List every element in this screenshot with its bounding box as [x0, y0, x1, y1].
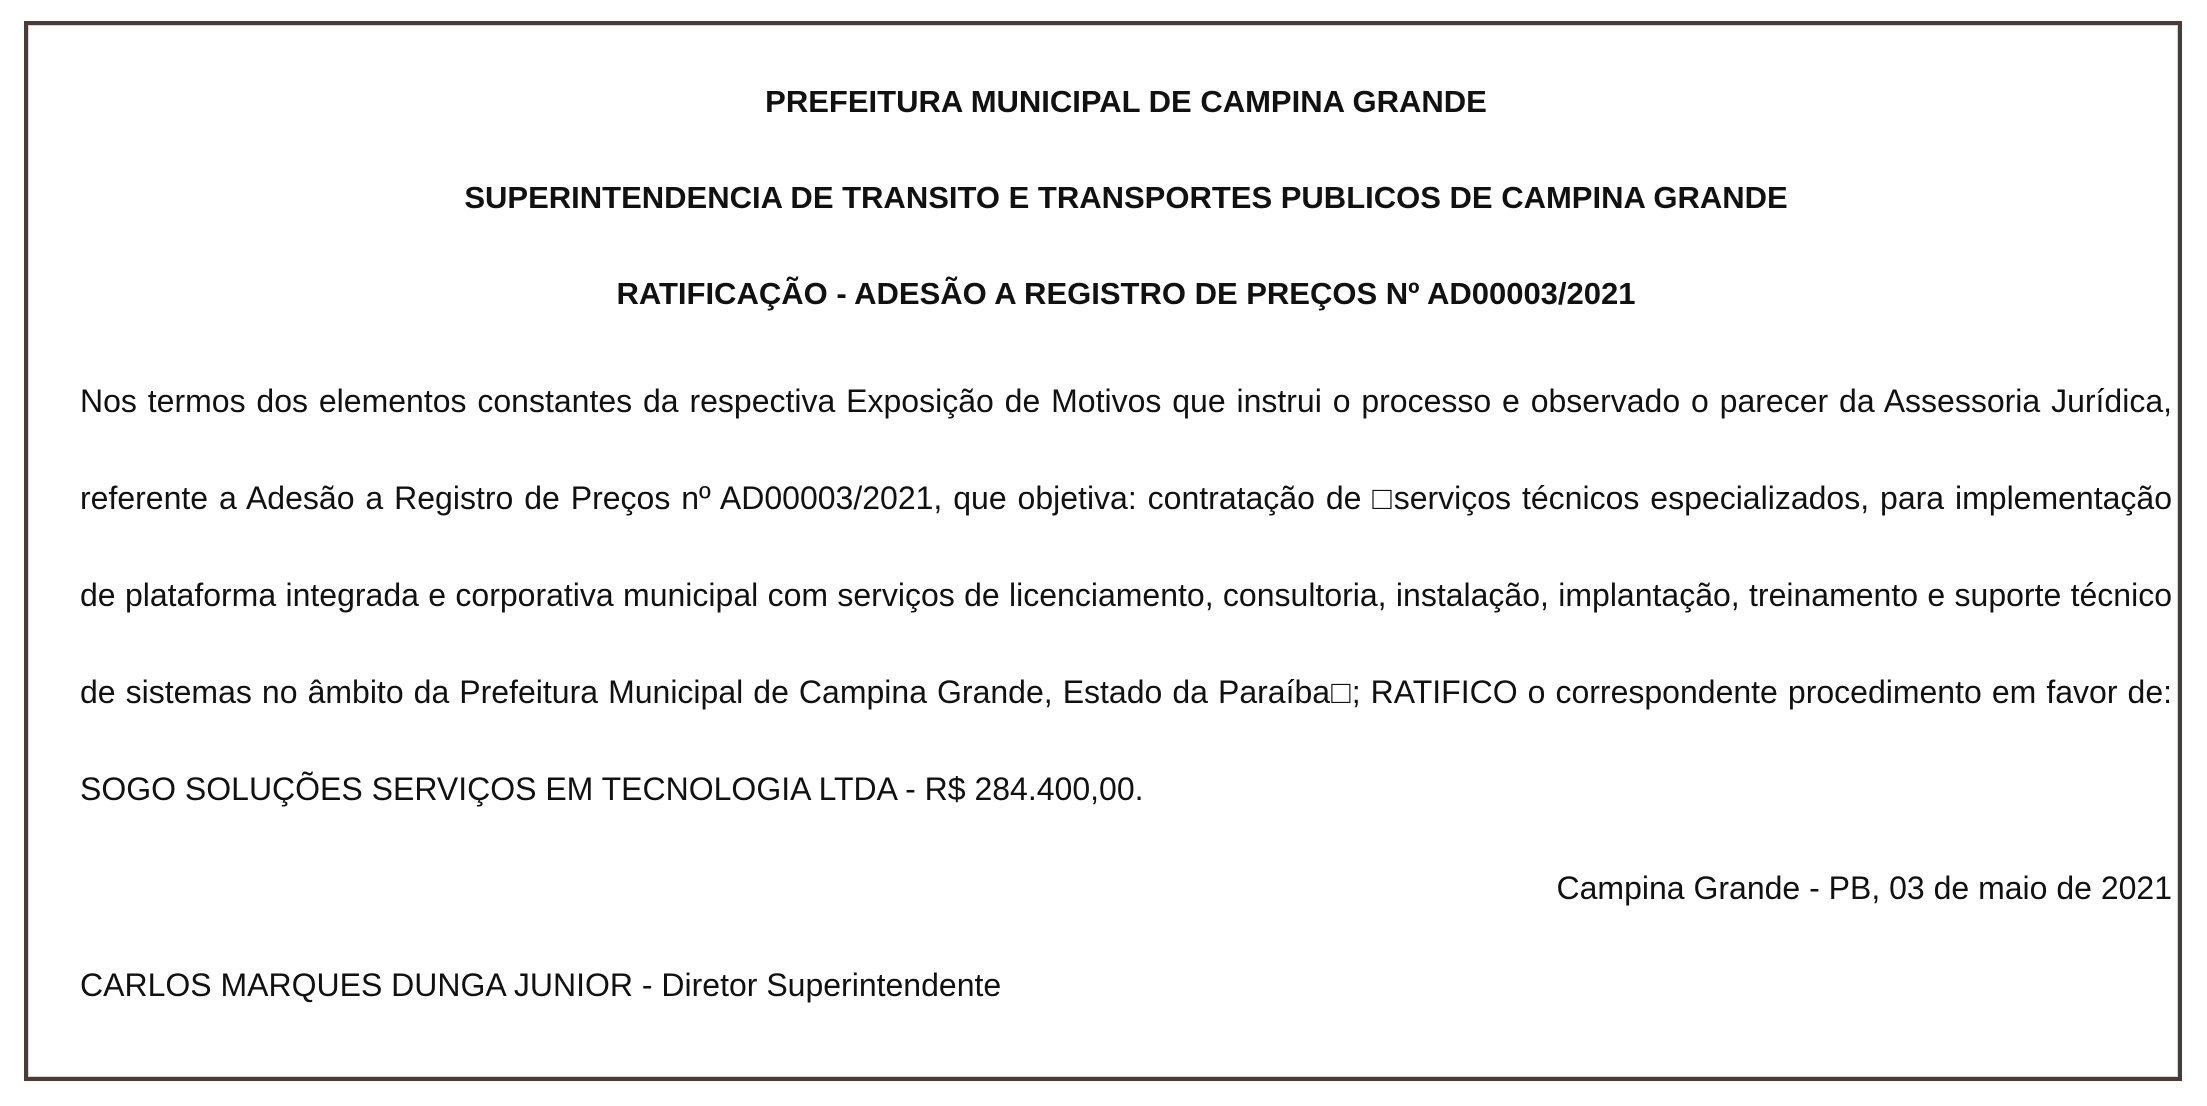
agency-heading: SUPERINTENDENCIA DE TRANSITO E TRANSPORTES PUBLICOS DE CAMPINA GRANDE [464, 180, 1788, 215]
institution-heading: PREFEITURA MUNICIPAL DE CAMPINA GRANDE [765, 84, 1487, 119]
document-title: RATIFICAÇÃO - ADESÃO A REGISTRO DE PREÇOS Nº AD00003/2021 [616, 276, 1636, 311]
date-line: Campina Grande - PB, 03 de maio de 2021 [1556, 870, 2172, 906]
signature-line: CARLOS MARQUES DUNGA JUNIOR - Diretor Superintendente [80, 967, 1002, 1003]
document-frame [24, 21, 2182, 1081]
document-content [80, 47, 2172, 1034]
ratification-paragraph: Nos termos dos elementos constantes da respectiva Exposição de Motivos que instrui o processo e observado o parecer da Assessoria Jurídica, referente a Adesão a Registro de Preços nº AD00003/2021, que objetiva: contratação de □serviços técnicos especializados, para implementação de plataforma integrada e corporativa municipal com serviços de licenciamento, consultoria, instalação, implantação, treinamento e suporte técnico de sistemas no âmbito da Prefeitura Municipal de Campina Grande, Estado da Paraíba□; RATIFICO o correspondente procedimento em favor de: SOGO SOLUÇÕES SERVIÇOS EM TECNOLOGIA LTDA - R$ 284.400,00. [80, 383, 2172, 807]
